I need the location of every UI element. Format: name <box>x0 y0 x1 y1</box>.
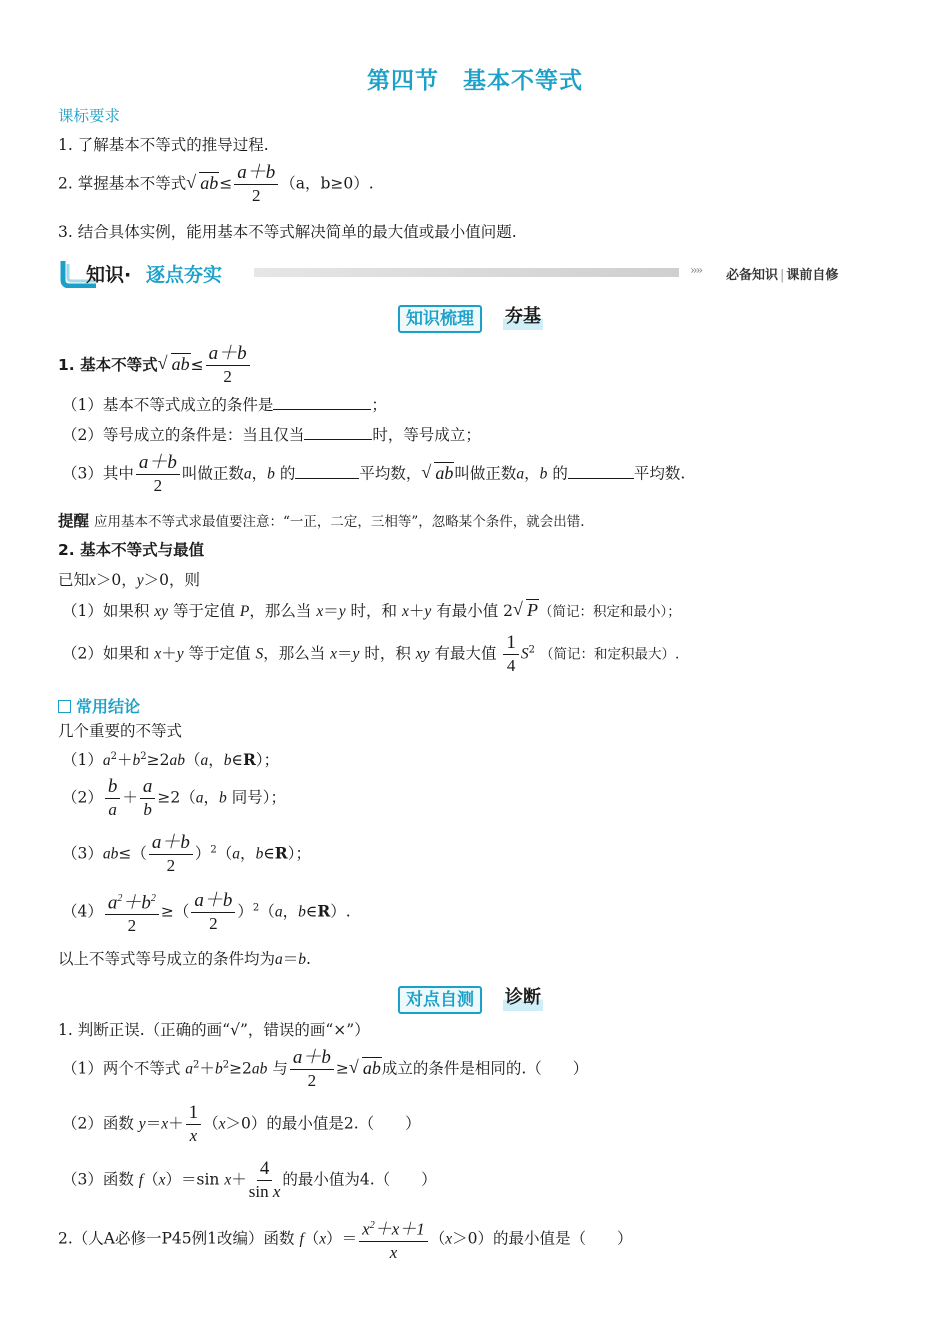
tag-knowledge-sub: 夯基 <box>503 304 543 330</box>
section1-condition-3: （3）其中 $\frac{a+b}{2}$ 叫做正数a，b 的 平均数， √ ab叫做正数a，b 的 平均数. <box>62 452 686 495</box>
tag-knowledge-box: 知识梳理 <box>398 305 482 333</box>
inequality-1: $(1)a^2+b^2\ge 2ab(a$，b∈R）； <box>62 750 280 769</box>
section2-point-1: （1）如果积 xy 等于定值 P，那么当 x＝y 时，和 x＋y 有最小值 2 √ P（简记：积定和最小）； <box>62 599 681 620</box>
square-icon <box>58 700 71 713</box>
section1-condition-2: （2）等号成立的条件是：当且仅当 时，等号成立； <box>62 426 481 444</box>
requirement-3: 3. 结合具体实例，能用基本不等式解决简单的最大值或最小值问题. <box>58 223 517 241</box>
test-question-1: 1. 判断正误.（正确的画“√”，错误的画“×”） <box>58 1021 370 1039</box>
chevrons-icon: ›››› <box>690 263 702 277</box>
test-question-1-2: （2）函数 y＝x＋ $\frac{1}{x}$ （x＞0）的最小值是2.（ ） <box>62 1102 421 1145</box>
inequality-3: （3）ab≤（ $\frac{a+b}{2}$ ）$^2$（a，b∈R）； <box>62 832 311 875</box>
banner-title-knowledge: 知识· <box>86 264 132 286</box>
test-question-1-3: （3）函数 f（x）＝sin x＋ $\frac{4}{\text{sin x}}$ 的最小值为4.（ ） <box>62 1158 437 1201</box>
conclusions-sub: 几个重要的不等式 <box>58 722 183 740</box>
tag-test-sub: 诊断 <box>503 985 543 1011</box>
tag-test <box>398 986 558 1014</box>
requirements-heading: 课标要求 <box>58 107 121 125</box>
conclusions-heading: 常用结论 <box>58 694 140 717</box>
banner-title-main: 逐点夯实 <box>146 264 223 286</box>
banner-divider <box>254 268 679 277</box>
requirement-2: 2. 掌握基本不等式 √ ab≤ $\frac{a+b}{2}$ （a，b≥0）. <box>58 162 374 205</box>
section2-given: 已知x＞0，y＞0，则 <box>58 571 201 589</box>
conclusions-footer: 以上不等式等号成立的条件均为a＝b. <box>58 950 311 968</box>
banner-right-label: 必备知识 | 课前自修 <box>726 268 839 283</box>
section-banner <box>58 258 858 290</box>
section2-point-2: （2）如果和 x＋y 等于定值 S，那么当 x＝y 时，积 xy 有最大值 $\frac{1}{4}$ $S^2$ （简记：和定积最大）. <box>62 632 680 675</box>
tag-test-box: 对点自测 <box>398 986 482 1014</box>
section1-condition-1: （1）基本不等式成立的条件是 ； <box>62 396 387 414</box>
inequality-2: （2） $\frac{b}{a}$ ＋ $\frac{a}{b}$ ≥2（a，b 同号）； <box>62 776 286 819</box>
inequality-4: （4） $\frac{a^2+b^2}{2}$ ≥（ $\frac{a+b}{2}$ ）$^2$（a，b∈R）. <box>62 888 351 937</box>
test-question-1-1: （1）两个不等式 $a^2+b^2\ge 2ab$ 与 $\frac{a+b}{2}$ ≥ √ ab成立的条件是相同的.（ ） <box>62 1047 589 1090</box>
requirement-1: 1. 了解基本不等式的推导过程. <box>58 136 269 154</box>
tag-knowledge <box>398 305 558 333</box>
tip: 提醒 应用基本不等式求最值要注意：“一正，二定，三相等”，忽略某个条件，就会出错. <box>58 512 585 530</box>
section1-heading: 1. 基本不等式 √ ab≤ $\frac{a+b}{2}$ <box>58 343 252 388</box>
page-title: 第四节 基本不等式 <box>367 68 583 94</box>
test-question-2: 2.（人A必修一P45例1改编）函数 f（x）＝ $\frac{x^2+x+1}{x}$ （x＞0）的最小值是（ ） <box>58 1215 633 1264</box>
section2-heading: 2. 基本不等式与最值 <box>58 541 205 559</box>
